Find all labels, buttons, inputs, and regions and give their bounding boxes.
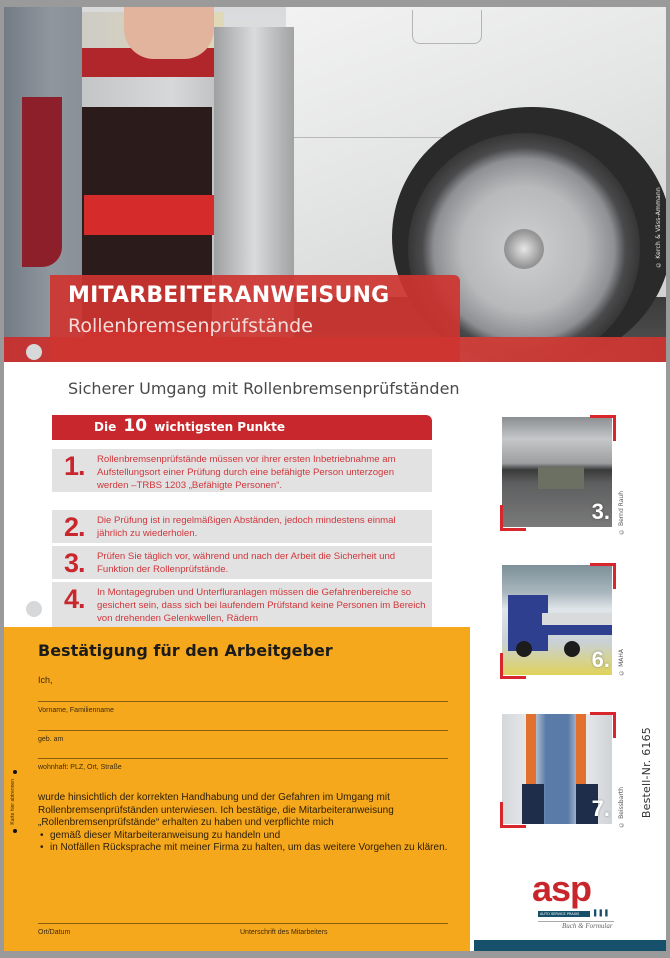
intro-heading: Sicherer Umgang mit Rollenbremsenprüfständen (68, 379, 460, 398)
logo-ticks: ▌▌▌ (594, 910, 611, 917)
mechanic-arm (124, 7, 214, 59)
cut-here-label: Karte hier abtrennen (10, 779, 16, 825)
points-header-prefix: Die (94, 420, 117, 434)
hero-photo-credit: © Kerch & Väss-Ammann (655, 187, 662, 269)
point-number: 2. (64, 512, 85, 542)
thumbnail-number: 7. (591, 796, 610, 821)
form-statement-text: wurde hinsichtlich der korrekten Handhabung und der Gefahren im Umgang mit Rollenbremsenprüfständen unterwiesen. Ich bestätige, die Mitarbeiteranweisung „Rollenbremsenprüfstände“ erhalten zu haben und verpflichte mich (38, 792, 394, 829)
thumbnail-6 (500, 563, 616, 679)
frame-corner (500, 505, 526, 531)
form-ich: Ich, (38, 675, 53, 685)
point-number: 3. (64, 548, 85, 578)
point-text: Prüfen Sie täglich vor, während und nach der Arbeit die Sicherheit und Funktion der Rollenprüfstände. (97, 551, 396, 576)
point-text: Die Prüfung ist in regelmäßigen Abständen, jedoch mindestens einmal jährlich zu wiederholen. (97, 515, 396, 540)
address-input-line[interactable] (38, 758, 448, 759)
point-item (52, 510, 432, 543)
page-title: MITARBEITERANWEISUNG (68, 283, 390, 308)
mechanic-red-jacket (22, 97, 62, 267)
logo-tagline: Buch & Formular (562, 922, 613, 930)
point-item (52, 546, 432, 579)
points-header-number: 10 (123, 416, 148, 436)
cut-marker-icon (13, 770, 17, 774)
thumbnail-credit: © Bernd Rauh (618, 491, 625, 535)
logo-wordmark: asp (532, 868, 592, 909)
points-header-text (94, 416, 286, 436)
thumbnail-credit: © Beissbarth (618, 787, 625, 828)
name-input-line[interactable] (38, 701, 448, 702)
name-field-label: Vorname, Familienname (38, 707, 114, 714)
employer-confirmation-form (4, 627, 470, 951)
thumbnail-3 (500, 415, 616, 531)
logo-bar-text: AUTO SERVICE PRAXIS (540, 912, 580, 916)
signature-input-line[interactable] (38, 923, 448, 924)
form-bullet: • in Notfällen Rücksprache mit meiner Firma zu halten, um das weitere Vorgehen zu klären. (38, 842, 458, 855)
punch-hole (26, 344, 42, 360)
asp-logo (532, 868, 624, 935)
points-header-suffix: wichtigsten Punkte (154, 420, 286, 434)
document-page (4, 7, 666, 951)
frame-corner (500, 802, 526, 828)
form-bullet: • gemäß dieser Mitarbeiteranweisung zu handeln und (38, 830, 458, 843)
point-number: 4. (64, 584, 85, 614)
points-header (52, 415, 432, 440)
frame-corner (590, 712, 616, 738)
form-statement (38, 792, 458, 855)
point-number: 1. (64, 451, 85, 481)
point-item (52, 582, 432, 627)
car-line (294, 137, 464, 138)
point-item (52, 449, 432, 492)
frame-corner (590, 563, 616, 589)
fuel-cap (412, 10, 482, 44)
thumbnail-number: 3. (591, 499, 610, 524)
birthdate-field-label: geb. am (38, 736, 64, 743)
footer-bar (474, 940, 666, 951)
signature-label: Unterschrift des Mitarbeiters (240, 929, 328, 936)
frame-corner (500, 653, 526, 679)
thumbnail-7 (500, 712, 616, 828)
cut-marker-icon (13, 829, 17, 833)
point-text: Rollenbremsenprüfstände müssen vor ihrer ersten Inbetriebnahme am Aufstellungsort einer Prüfung durch eine befähigte Person unterzogen werden –TRBS 1203 „Befähigte Personen“. (97, 454, 396, 492)
thumbnail-number: 6. (591, 647, 610, 672)
frame-corner (590, 415, 616, 441)
point-text: In Montagegruben und Unterfluranlagen müssen die Gefahrenbereiche so gesichert sein, dass sich bei laufendem Prüfstand keine Personen im Bereich von drehenden Gelenkwellen, Rädern (97, 587, 426, 625)
order-number: Bestell-Nr. 6165 (640, 727, 653, 819)
page-subtitle: Rollenbremsenprüfstände (68, 315, 313, 337)
truck-bed (542, 613, 612, 635)
cabinet-drawer (84, 195, 216, 235)
wheel-hub (504, 229, 544, 269)
thumbnail-credit: © MAHA (618, 649, 625, 676)
form-bullets (38, 830, 458, 855)
form-title: Bestätigung für den Arbeitgeber (38, 641, 333, 660)
sensor-box (538, 467, 584, 489)
place-date-label: Ort/Datum (38, 929, 71, 936)
truck-wheel (564, 641, 580, 657)
address-field-label: wohnhaft: PLZ, Ort, Straße (38, 764, 122, 771)
punch-hole (26, 601, 42, 617)
birthdate-input-line[interactable] (38, 730, 448, 731)
